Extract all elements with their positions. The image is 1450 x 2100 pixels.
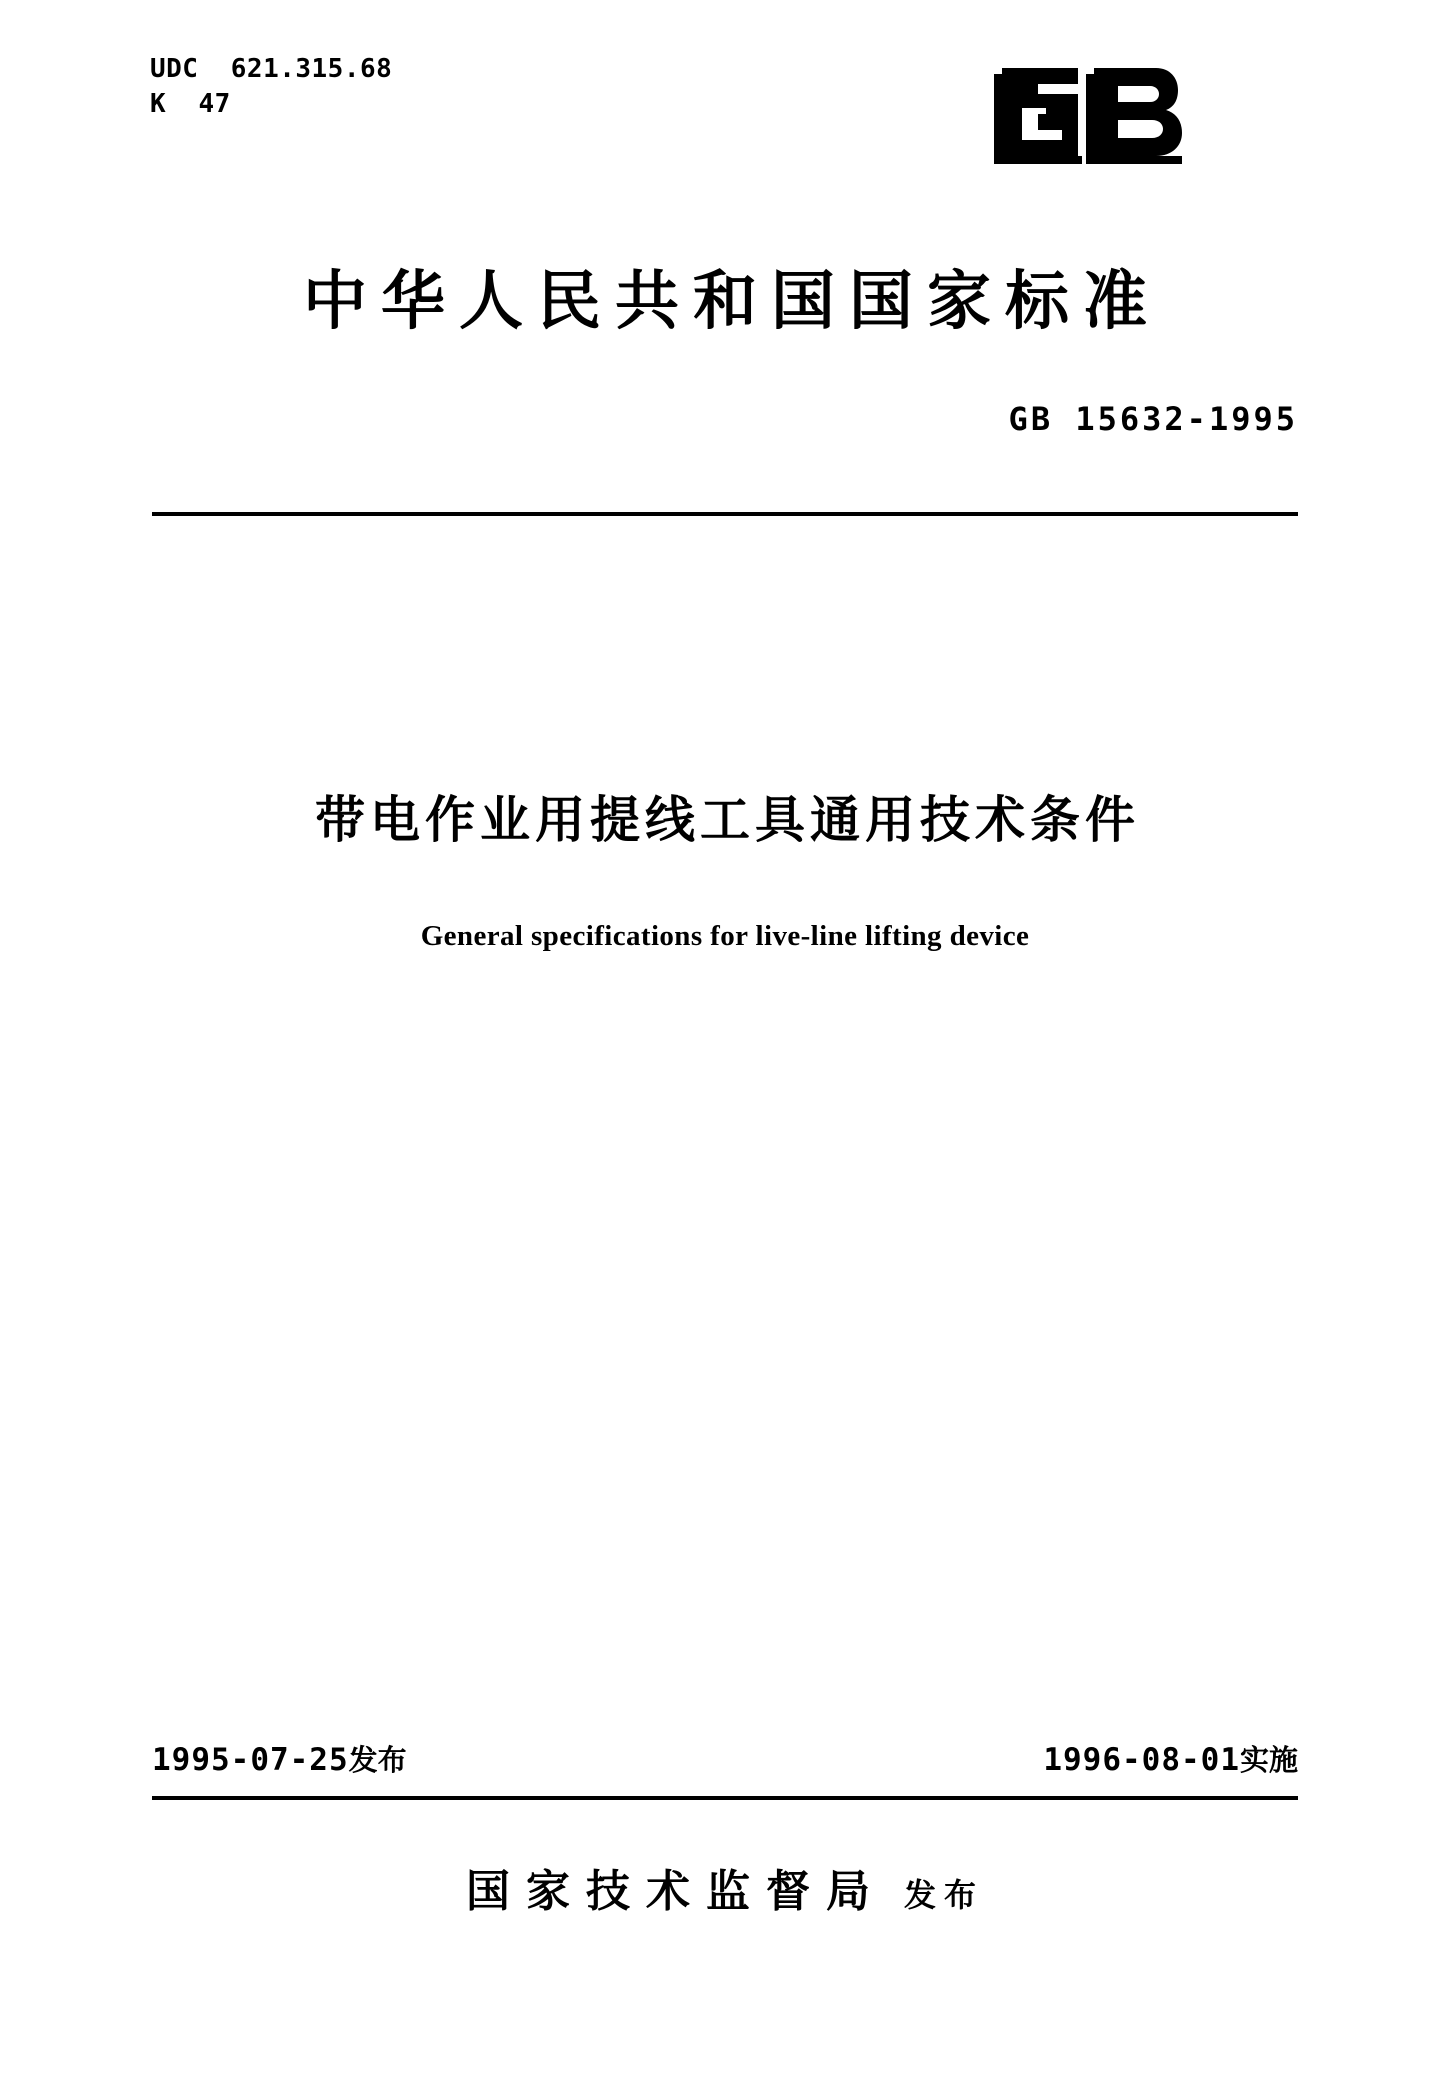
classification-line: K 47 [150,89,231,120]
udc-line: UDC 621.315.68 [150,54,393,84]
effective-date-value: 1996-08-01 [1043,1742,1240,1778]
issue-date-value: 1995-07-25 [152,1742,349,1778]
dates-row [152,1738,1298,1782]
effective-date-suffix: 实施 [1239,1743,1298,1777]
udc-block [150,52,392,122]
publisher-verb: 发布 [903,1876,984,1914]
page-title: 中华人民共和国国家标准 [303,265,1161,339]
publisher-name: 国家技术监督局 [465,1866,886,1917]
issue-date [152,1738,407,1779]
document-title-en: General specifications for live-line lifting device [420,920,1030,952]
issue-date-suffix: 发布 [348,1743,407,1777]
publisher-line [0,1855,1450,1919]
footer-divider [152,1796,1298,1800]
header-divider [152,512,1298,516]
gb-emblem-icon [960,60,1210,175]
standard-number: GB 15632-1995 [1008,400,1298,438]
effective-date [1043,1738,1298,1779]
document-title-cn: 带电作业用提线工具通用技术条件 [315,791,1140,849]
